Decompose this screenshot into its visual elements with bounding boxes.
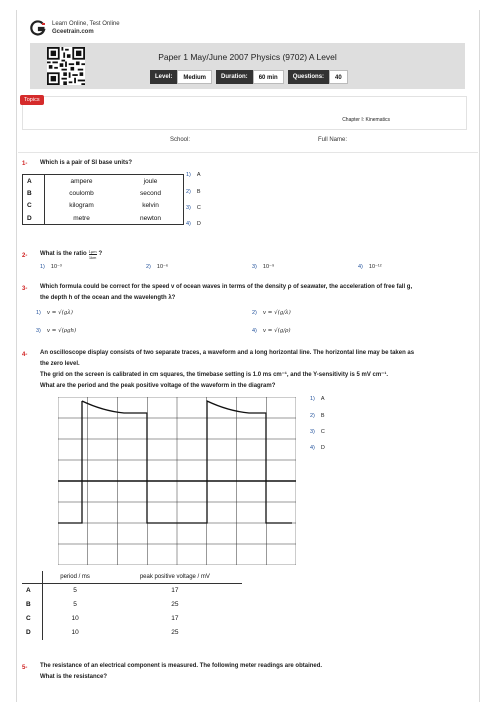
q2-option-4[interactable]: 4) 10⁻¹² [358, 264, 382, 270]
questions-value: 40 [329, 70, 348, 84]
brand-site: Gceetrain.com [52, 29, 94, 35]
page-border-right [479, 10, 480, 702]
question-text-3: Which formula could be correct for the speed v of ocean waves in terms of the density ρ of seawater, the acceleration of free fall g, the depth h of the ocean and the wavelength λ? [40, 284, 413, 301]
waveform-trace [82, 401, 292, 523]
question-number-1: 1- [22, 161, 28, 167]
question-number-5: 5- [22, 665, 28, 671]
q4-option-3[interactable]: 3) C [310, 429, 325, 435]
topics-badge: Topics [20, 95, 44, 105]
question-number-3: 3- [22, 286, 28, 292]
question-number-2: 2- [22, 253, 28, 259]
question-text-5: The resistance of an electrical component is measured. The following meter readings are obtained. What is the resistance? [40, 663, 323, 680]
q2-option-1[interactable]: 1) 10⁻³ [40, 264, 62, 270]
question-number-4: 4- [22, 352, 28, 358]
level-label: Level: [150, 70, 177, 84]
ratio-fraction: 1μm 1km [88, 249, 97, 260]
page-border-left [16, 10, 17, 702]
q2-option-3[interactable]: 3) 10⁻⁹ [252, 264, 275, 270]
duration-label: Duration: [216, 70, 253, 84]
full-name-field-label: Full Name: [318, 137, 348, 143]
table-header-row: period / ms peak positive voltage / mV [22, 571, 242, 584]
table-row: B coulomb second [23, 187, 184, 200]
table-row: C kilogram kelvin [23, 200, 184, 213]
duration-value: 60 min [253, 70, 284, 84]
table-row: C 10 17 [22, 612, 242, 626]
table-row: B 5 25 [22, 598, 242, 612]
q4-table [22, 571, 242, 640]
q3-option-1[interactable]: 1) v = √(gλ) [36, 310, 73, 316]
q1-option-3[interactable]: 3) C [186, 205, 201, 211]
brand-logo-icon [30, 20, 46, 36]
school-field-label: School: [170, 137, 191, 143]
q3-option-2[interactable]: 2) v = √(g/λ) [252, 310, 291, 316]
divider [18, 152, 478, 153]
q4-option-2[interactable]: 2) B [310, 413, 325, 419]
table-row: A ampere joule [23, 175, 184, 188]
waveform-trace [58, 401, 82, 523]
q1-option-1[interactable]: 1) A [186, 172, 201, 178]
topics-box [22, 96, 467, 130]
paper-title: Paper 1 May/June 2007 Physics (9702) A Level [158, 52, 337, 62]
question-text-2: What is the ratio 1μm 1km ? [40, 249, 103, 260]
q3-option-3[interactable]: 3) v = √(ρgh) [36, 328, 77, 334]
oscilloscope-diagram [58, 397, 296, 565]
paper-header [30, 43, 465, 89]
level-value: Medium [177, 70, 212, 84]
question-text-1: Which is a pair of SI base units? [40, 160, 133, 166]
paper-meta [150, 70, 352, 84]
brand-header [30, 20, 120, 36]
table-row: D 10 25 [22, 626, 242, 640]
q3-option-4[interactable]: 4) v = √(g/ρ) [252, 328, 291, 334]
q4-option-4[interactable]: 4) D [310, 445, 325, 451]
question-text-4: An oscilloscope display consists of two separate traces, a waveform and a long horizontal line. The horizontal line may be taken as the zero level. The grid on the screen is calibrated in cm squares, the timebase setting is 1.0 ms cm⁻¹, and the Y-sensitivity is 5 mV cm⁻¹. What are the period and the peak positive voltage of the waveform in the diagram? [40, 350, 415, 389]
q1-table [22, 174, 184, 225]
table-row: A 5 17 [22, 584, 242, 598]
chapter-label: Chapter I: Kinematics [342, 117, 390, 123]
q4-option-1[interactable]: 1) A [310, 396, 325, 402]
table-row: D metre newton [23, 212, 184, 225]
q1-option-4[interactable]: 4) D [186, 221, 201, 227]
q2-option-2[interactable]: 2) 10⁻⁶ [146, 264, 169, 270]
q1-option-2[interactable]: 2) B [186, 189, 201, 195]
brand-tagline: Learn Online, Test Online [52, 21, 120, 27]
questions-label: Questions: [288, 70, 329, 84]
